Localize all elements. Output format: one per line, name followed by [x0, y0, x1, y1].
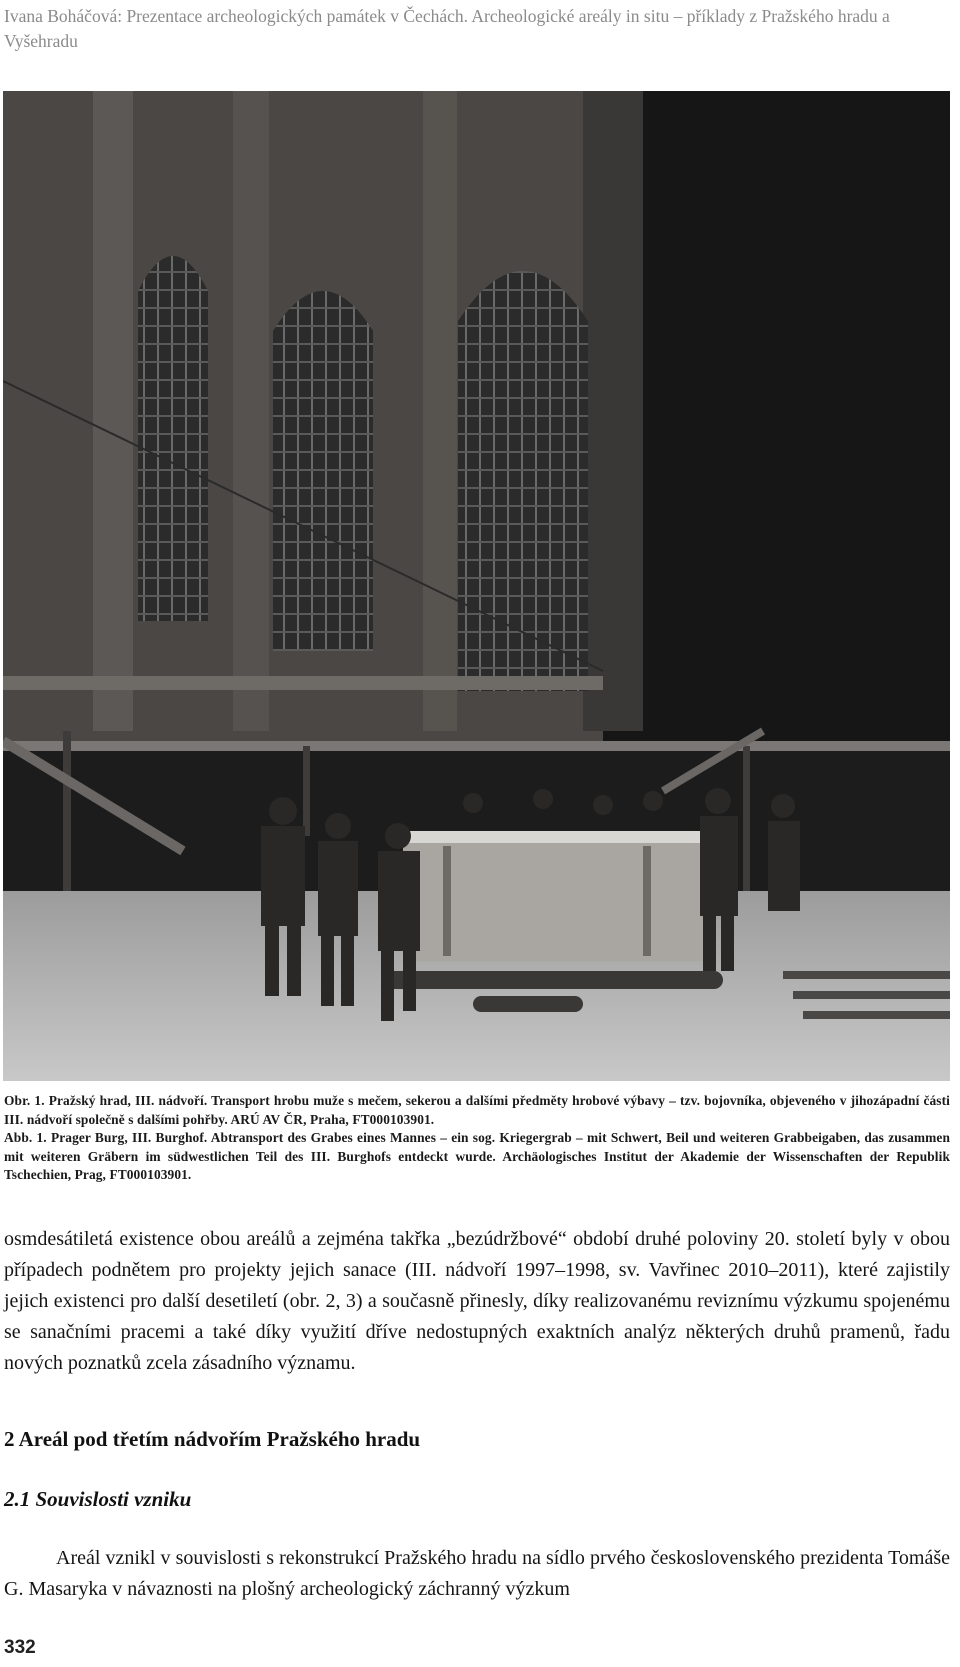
caption-german: Abb. 1. Prager Burg, III. Burghof. Abtransport des Grabes eines Mannes – ein sog. Kriegergrab – mit Schwert, Beil und weiteren Grabbeigaben, das zusammen mit weiteren Gräbern im südwestlichen Teil des III. Burghofs entdeckt wurde. Archäologisches Institut der Akademie der Wissenschaften der Republik Tschechien, Prag, FT000103901. — [4, 1130, 950, 1183]
body-paragraph-2 — [4, 1543, 950, 1605]
archival-photograph — [3, 91, 950, 1081]
body-paragraph-1 — [4, 1224, 950, 1379]
page-number: 332 — [4, 1637, 36, 1658]
caption-czech: Obr. 1. Pražský hrad, III. nádvoří. Transport hrobu muže s mečem, sekerou a dalšími předměty hrobové výbavy – tzv. bojovníka, objeveného v jihozápadní části III. nádvoří společně s dalšími pohřby. ARÚ AV ČR, Praha, FT000103901. — [4, 1093, 950, 1127]
figure-caption — [4, 1092, 950, 1185]
section-heading: 2 Areál pod třetím nádvořím Pražského hradu — [4, 1427, 421, 1451]
paragraph-text: osmdesátiletá existence obou areálů a zejména takřka „bezúdržbové“ období druhé poloviny 20. století byly v obou případech podnětem pro projekty jejich sanace (III. nádvoří 1997–1998, sv. Vavřinec 2010–2011), které zajistily jejich existenci pro další desetiletí (obr. 2, 3) a současně přinesly, díky realizovanému reviznímu výzkumu spojenému se sanačními pracemi a také díky využití dříve nedostupných exaktních analýz některých druhů pramenů, řadu nových poznatků zcela zásadního významu. — [4, 1228, 950, 1374]
running-header: Ivana Boháčová: Prezentace archeologických památek v Čechách. Archeologické areály in situ – příklady z Pražského hradu a Vyšehradu — [4, 6, 890, 51]
paragraph-text: Areál vznikl v souvislosti s rekonstrukcí Pražského hradu na sídlo prvého československého prezidenta Tomáše G. Masaryka v návaznosti na plošný archeologický záchranný výzkum — [4, 1547, 950, 1600]
subsection-heading: 2.1 Souvislosti vzniku — [4, 1487, 192, 1511]
